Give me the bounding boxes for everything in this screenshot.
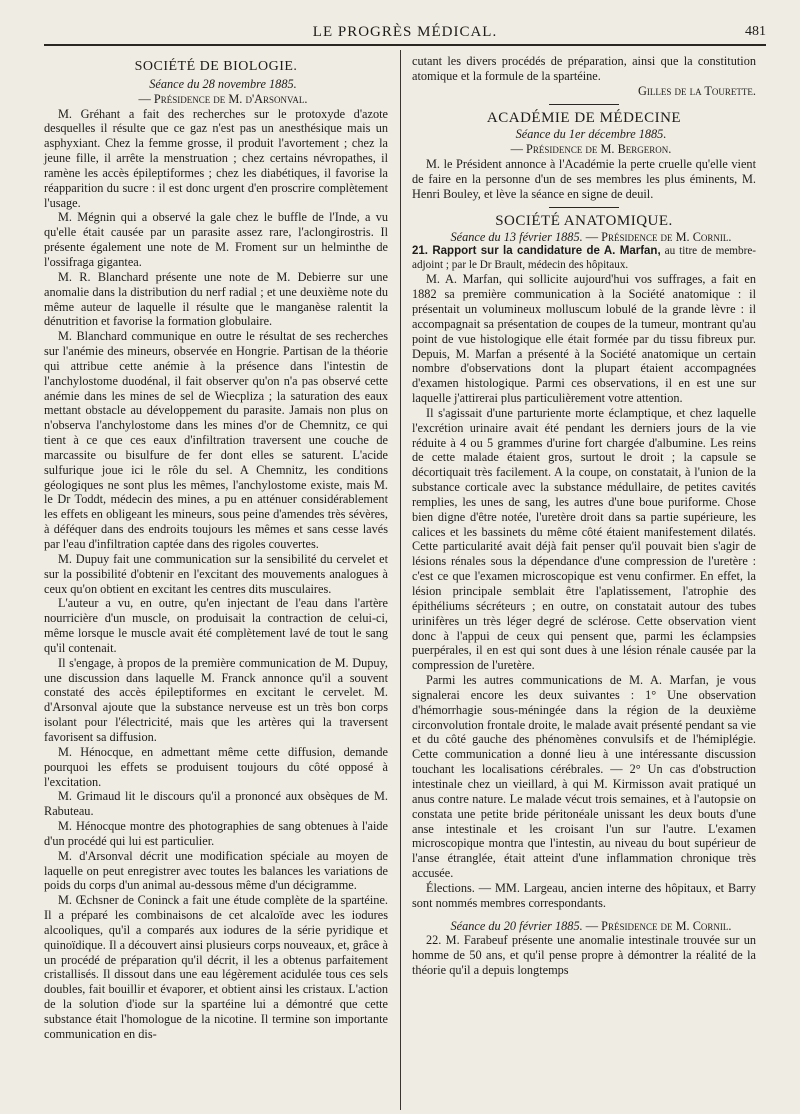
paragraph: M. le Président annonce à l'Académie la perte cruelle qu'elle vient de faire en la personne d'un de ses membres les plus éminents, M. Henri Bouley, et lève la séance en signe de deuil. (412, 157, 756, 201)
session-date-academie: Séance du 1er décembre 1885. (515, 127, 667, 142)
paragraph: Il s'agissait d'une parturiente morte éclamptique, et chez laquelle l'excrétion urinaire avait été pendant les derniers jours de la vie réduite à 4 ou 5 grammes d'urine fort chargée d'albumine. Les reins de cette malade étaient gros, surtout le droit ; la capsule se décortiquait très facilement. A la coupe, on constatait, à l'union de la substance corticale avec la substance médullaire, de petites cavités remplies, les unes de sang, les autres d'une boue puriforme. Chose bien digne d'être notée, l'uretère droit dans sa partie supérieure, les calices et les bassinets du même côté étaient manifestement dilatés. Cette particularité avait déjà fait penser qu'il pouvait bien s'agir de lésions rénales sous la dépendance d'une compression de l'uretère : c'est ce que l'examen microscopique est venu confirmer. En effet, la lésion principale semblait être l'aplatissement, l'atrophie des épithéliums sécréteurs ; en outre, on constatait autour des tubes urinifères un très léger degré de sclérose. Cette observation vient donc à l'appui de ceux qui pensent que, parmi les éclampsies puerpérales, il en est qui sont dues à une lésion rénale causée par la compression de l'uretère. (412, 405, 756, 673)
paragraph: M. Œchsner de Coninck a fait une étude complète de la spartéine. Il a préparé les combinaisons de cet alcaloïde avec les iodures alcooliques, qu'il a comparés aux iodures de la série pyridique et quinoïdique. Il a découvert ainsi plusieurs corps nouveaux, et, grâce à un procédé de préparation qu'il décrit, il les a obtenus parfaitement cristallisés. Il dissout dans une eau légèrement acidulée tous ces sels doubles, fait bouillir et évaporer, et obtient ainsi les cristaux. L'action de la solution d'iode sur la spartéine lui a démontré que cette substance était l'homologue de la nicotine. Il termine son importante communication en dis- (44, 893, 388, 1041)
section-rule (549, 104, 619, 105)
paragraph: M. d'Arsonval décrit une modification spéciale au moyen de laquelle on peut enregistrer avec toutes les balances les variations de poids du corps d'un animal au-dessous même d'un décigramme. (44, 848, 388, 893)
page-number: 481 (745, 24, 766, 39)
session-line-second (412, 919, 756, 934)
session-presidency-biologie: — Présidence de M. d'Arsonval. (138, 91, 308, 106)
section-rule (549, 207, 619, 208)
left-column (44, 54, 388, 1042)
right-column (412, 54, 756, 978)
session-date-second: Séance du 20 février 1885. (450, 918, 583, 933)
session-presidency-anatomique: — Présidence de M. Cornil. (585, 230, 732, 245)
paragraph: M. Mégnin qui a observé la gale chez le buffle de l'Inde, a vu qu'elle était causée par un parasite assez rare, l'aclongirostris. Il présente également une note de M. Froment sur un helminthe de l'ossifraga gigantea. (44, 210, 388, 269)
paragraph: M. Gréhant a fait des recherches sur le protoxyde d'azote desquelles il résulte que ce gaz n'est pas un anesthésique mais un asphyxiant. Chez la femme grosse, il produit l'avortement ; chez la jeune fille, il arrête la menstruation ; chez certains névropathes, il ramène les accès épileptiformes ; chez les diabétiques, il favorise la réapparition du sucre : il est donc urgent d'en proscrire complètement l'usage. (44, 106, 388, 210)
paragraph: L'auteur a vu, en outre, qu'en injectant de l'eau dans l'artère nourricière d'un muscle, on produisait la contraction de celui-ci, même lorsque le muscle avait été complètement lavé de tout le sang qu'il contenait. (44, 596, 388, 655)
paragraph: Il s'engage, à propos de la première communication de M. Dupuy, une discussion dans laquelle M. Franck annonce qu'il a souvent constaté des accès épileptiformes en excitant le cervelet. M. d'Arsonval ajoute que la substance nerveuse est un très bon corps isolant pour l'électricité, mais que les artères qui la traversent favorisent sa diffusion. (44, 655, 388, 744)
session-line-anatomique (412, 230, 756, 245)
rapport-subtitle: au titre de membre-adjoint ; par le Dr Brault, médecin des hôpitaux. (412, 245, 757, 271)
continuation-paragraph: cutant les divers procédés de préparation, ainsi que la constitution atomique et la formule de la spartéine. (412, 54, 756, 83)
paragraph: M. A. Marfan, qui sollicite aujourd'hui vos suffrages, a fait en 1882 sa première communication à la Société anatomique : il présentait un volumineux molluscum lobulé de la grande lèvre : il accompagnait sa présentation de coupes de la tumeur, montrant qu'au point de vue histologique elle était formée par du tissu fibreux pur. Depuis, M. Marfan a présenté à la Société anatomique un certain nombre d'observations dont la plupart étaient accompagnées d'examen histologique. Parmi ces observations, il en est une sur laquelle j'attirerai plus particulièrement votre attention. (412, 272, 756, 406)
section-title-biologie: SOCIÉTÉ DE BIOLOGIE. (134, 59, 298, 74)
session-date-anatomique: Séance du 13 février 1885. (450, 230, 583, 245)
spacer (412, 911, 756, 919)
header-rule (44, 44, 766, 46)
paragraph: M. Hénocque, en admettant même cette diffusion, demande pourquoi les effets se produisent toujours du côté opposé à l'excitation. (44, 744, 388, 789)
elections-paragraph: Élections. — MM. Largeau, ancien interne des hôpitaux, et Barry sont nommés membres correspondants. (412, 880, 756, 910)
paragraph: M. Grimaud lit le discours qu'il a prononcé aux obsèques de M. Rabuteau. (44, 789, 388, 819)
paragraph: 22. M. Farabeuf présente une anomalie intestinale trouvée sur un homme de 50 ans, et qu'il pense propre à démontrer la réalité de la théorie qu'il a depuis longtemps (412, 933, 756, 978)
session-presidency-academie: — Présidence de M. Bergeron. (510, 142, 672, 157)
paragraph: M. Dupuy fait une communication sur la sensibilité du cervelet et sur la possibilité d'obtenir en l'excitant des mouvements analogues à ceux qu'on obtient en excitant les centres dits musculaires. (44, 551, 388, 596)
rapport-title: 21. Rapport sur la candidature de A. Marfan, (412, 245, 661, 258)
journal-title: LE PROGRÈS MÉDICAL. (312, 24, 498, 40)
paragraph: M. R. Blanchard présente une note de M. Debierre sur une anomalie dans la distribution du nerf radial ; et une deuxième note du même auteur de laquelle il résulte que le manganèse ralentit la dénutrition et favorise la formation globulaire. (44, 269, 388, 329)
section-title-anatomique: SOCIÉTÉ ANATOMIQUE. (495, 212, 673, 229)
page-header (44, 20, 766, 46)
session-date-biologie: Séance du 28 novembre 1885. (149, 76, 297, 91)
paragraph: M. Blanchard communique en outre le résultat de ses recherches sur l'anémie des mineurs, observée en Hongrie. Partisan de la théorie qui attribue cette anémie à la présence dans l'intestin de l'anchylostome duodénal, il fait observer qu'on n'a pas observé cette anémie dans les mines de sel de Wiecpliza ; la saturation des eaux mettant obstacle au développement du parasite. Jamais non plus on n'observa l'anchylostome dans les mines d'or de Chemnitz, ce qui tient à ce que ces eaux d'infiltration traversent une couche de marcassite ou bisulfure de fer dont elles se saturent. L'acide sulfurique joue ici le rôle du sel. A Chemnitz, les conditions géologiques ne sont plus les mêmes, l'anchylostome existe, mais M. le Dr Toddt, médecin des mines, a pu en atténuer considérablement les effets en obligeant les mineurs, sous peine d'amendes très sévères, à déféquer dans des endroits toujours les mêmes et sans cesse lavés par l'eau d'infiltration captée dans des rigoles couvertes. (44, 329, 388, 551)
column-divider (400, 50, 401, 1110)
paragraph: M. Hénocque montre des photographies de sang obtenues à l'aide d'un procédé qui lui est particulier. (44, 819, 388, 848)
paragraph: Parmi les autres communications de M. A. Marfan, je vous signalerai encore les deux suivantes : 1° Une observation d'hémorrhagie sous-méningée dans la région de la deuxième circonvolution frontale droite, le malade avait présenté pendant sa vie et du côté gauche des phénomènes convulsifs et de l'hémiplégie. Cette communication a donné lieu à une intéressante discussion touchant les localisations cérébrales. — 2° Un cas d'obstruction intestinale chez un vieillard, à qui M. Kirmisson avait pratiqué un anus contre nature. Le malade vécut trois semaines, et à l'autopsie on constata une petite bride péritonéale unissant les deux bouts d'une anse intestinale et les croisant l'un sur l'autre. L'examen microscopique montra que l'intestin, au niveau du bout supérieur de l'anse étranglée, était atteint d'une inflammation chronique très accusée. (412, 673, 756, 881)
session-presidency-second: — Présidence de M. Cornil. (585, 918, 732, 933)
article-signature: Gilles de la Tourette. (638, 83, 756, 98)
section-title-academie: ACADÉMIE DE MÉDECINE (486, 109, 682, 126)
rapport-heading (412, 245, 756, 272)
